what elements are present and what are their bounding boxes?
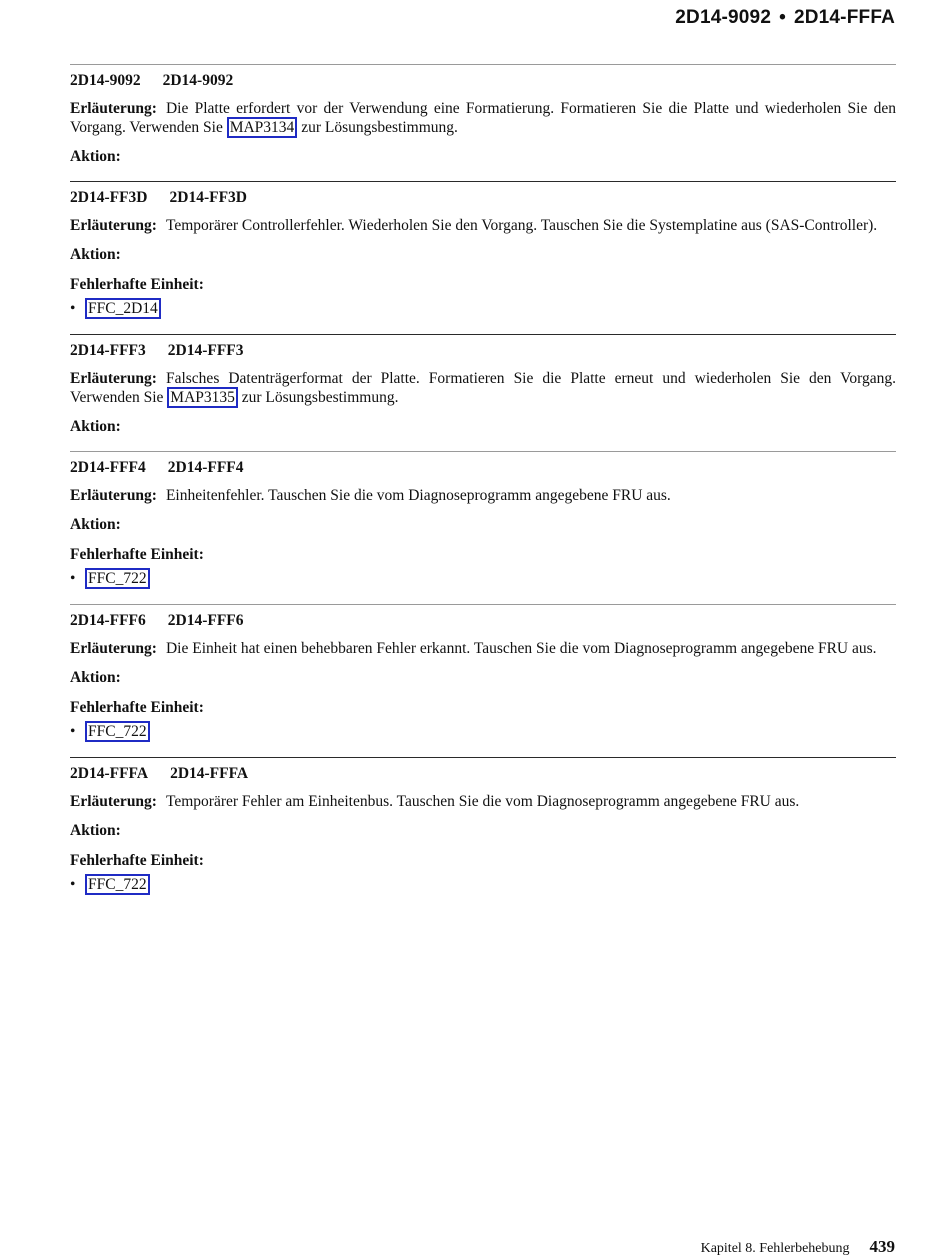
explanation-label: Erläuterung:	[70, 100, 157, 117]
bullet-icon: •	[70, 723, 76, 740]
explanation-text: Die Einheit hat einen behebbaren Fehler erkannt. Tauschen Sie die vom Diagnoseprogramm angegebene FRU aus.	[165, 640, 877, 657]
explanation-text: Einheitenfehler. Tauschen Sie die vom Diagnoseprogramm angegebene FRU aus.	[165, 487, 671, 504]
explanation-label: Erläuterung:	[70, 487, 157, 504]
error-code-row	[70, 611, 896, 631]
explanation-label: Erläuterung:	[70, 370, 157, 387]
error-entry-2d14-ff3d	[70, 181, 896, 320]
bullet-icon: •	[70, 570, 76, 587]
error-code-repeat: 2D14-FFFA	[170, 765, 249, 782]
fru-list	[70, 721, 896, 743]
page-footer	[701, 1237, 895, 1257]
bullet-icon: •	[70, 876, 76, 893]
explanation-paragraph	[70, 486, 896, 505]
action-label: Aktion:	[70, 516, 121, 533]
explanation-text: Temporärer Fehler am Einheitenbus. Tauschen Sie die vom Diagnoseprogramm angegebene FRU aus.	[165, 793, 800, 810]
error-code-repeat: 2D14-FFF4	[167, 459, 244, 476]
explanation-text: Die Platte erfordert vor der Verwendung eine Formatierung. Formatieren Sie die Platte und wiederholen Sie den Vorgang. Verwenden Sie	[70, 100, 896, 136]
explanation-text: Temporärer Controllerfehler. Wiederholen Sie den Vorgang. Tauschen Sie die Systemplatine aus (SAS-Controller).	[165, 217, 878, 234]
explanation-label: Erläuterung:	[70, 793, 157, 810]
action-label: Aktion:	[70, 418, 121, 435]
map-link[interactable]: MAP3134	[227, 117, 298, 138]
error-code-row	[70, 764, 896, 784]
fru-list	[70, 568, 896, 590]
fru-list-item	[70, 568, 896, 590]
error-entry-2d14-9092	[70, 64, 896, 167]
running-header	[675, 7, 895, 29]
error-code-repeat: 2D14-FFF3	[167, 342, 244, 359]
error-code: 2D14-FFF6	[70, 612, 146, 629]
fru-list-item	[70, 721, 896, 743]
fru-list	[70, 874, 896, 896]
error-code: 2D14-FF3D	[70, 189, 148, 206]
error-code: 2D14-FFF3	[70, 342, 146, 359]
action-label: Aktion:	[70, 669, 121, 686]
error-entry-2d14-fffa	[70, 757, 896, 896]
map-link[interactable]: MAP3135	[167, 387, 238, 408]
failing-unit-label: Fehlerhafte Einheit:	[70, 546, 204, 563]
page-number: 439	[869, 1237, 895, 1256]
error-code-repeat: 2D14-FFF6	[167, 612, 244, 629]
failing-unit-label: Fehlerhafte Einheit:	[70, 699, 204, 716]
explanation-label: Erläuterung:	[70, 217, 157, 234]
explanation-paragraph	[70, 99, 896, 137]
explanation-paragraph	[70, 369, 896, 407]
error-code: 2D14-FFF4	[70, 459, 146, 476]
error-code-row	[70, 188, 896, 208]
error-entry-2d14-fff4	[70, 451, 896, 590]
fru-list-item	[70, 298, 896, 320]
error-code-repeat: 2D14-9092	[162, 72, 234, 89]
explanation-paragraph	[70, 792, 896, 811]
failing-unit-label: Fehlerhafte Einheit:	[70, 852, 204, 869]
action-label: Aktion:	[70, 822, 121, 839]
fru-link[interactable]: FFC_2D14	[85, 298, 161, 319]
fru-list-item	[70, 874, 896, 896]
error-entry-2d14-fff6	[70, 604, 896, 743]
explanation-text-end: zur Lösungsbestimmung.	[241, 389, 399, 406]
fru-link[interactable]: FFC_722	[85, 568, 150, 589]
chapter-title: Kapitel 8. Fehlerbehebung	[700, 1241, 850, 1256]
bullet-icon: •	[70, 300, 76, 317]
error-code: 2D14-FFFA	[70, 765, 149, 782]
fru-list	[70, 298, 896, 320]
fru-link[interactable]: FFC_722	[85, 721, 150, 742]
header-separator: •	[779, 7, 786, 28]
action-label: Aktion:	[70, 246, 121, 263]
error-code-row	[70, 71, 896, 91]
error-code-row	[70, 458, 896, 478]
explanation-paragraph	[70, 639, 896, 658]
explanation-label: Erläuterung:	[70, 640, 157, 657]
document-body	[70, 64, 896, 910]
explanation-text: Falsches Datenträgerformat der Platte. Formatieren Sie die Platte erneut und wiederholen Sie den Vorgang. Verwenden Sie	[70, 370, 896, 406]
error-code-row	[70, 341, 896, 361]
header-range-end: 2D14-FFFA	[793, 7, 895, 28]
error-code: 2D14-9092	[70, 72, 141, 89]
action-label: Aktion:	[70, 148, 121, 165]
failing-unit-label: Fehlerhafte Einheit:	[70, 276, 204, 293]
explanation-paragraph	[70, 216, 896, 235]
explanation-text-end: zur Lösungsbestimmung.	[301, 119, 458, 136]
fru-link[interactable]: FFC_722	[85, 874, 150, 895]
error-code-repeat: 2D14-FF3D	[169, 189, 247, 206]
header-range-start: 2D14-9092	[675, 7, 772, 28]
error-entry-2d14-fff3	[70, 334, 896, 437]
